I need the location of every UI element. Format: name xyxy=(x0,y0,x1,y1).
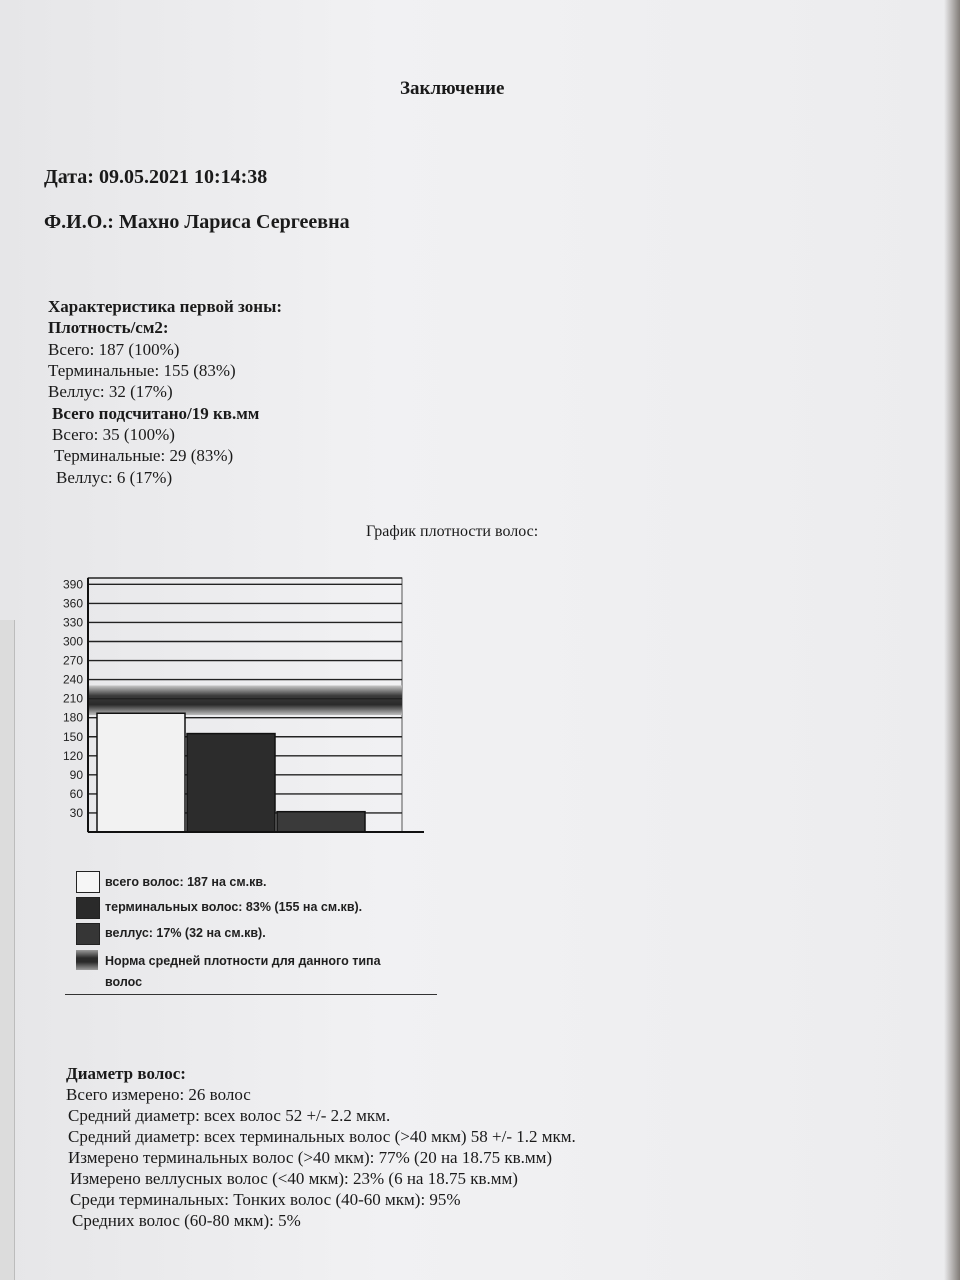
y-tick-label: 60 xyxy=(69,786,83,801)
bar-терминальные xyxy=(187,734,275,832)
density-terminal: Терминальные: 155 (83%) xyxy=(48,361,236,380)
legend-divider xyxy=(65,994,437,995)
diameter-line: Всего измерено: 26 волос xyxy=(66,1085,251,1104)
diameter-line: Средних волос (60-80 мкм): 5% xyxy=(72,1211,301,1230)
counted-vellus: Веллус: 6 (17%) xyxy=(56,468,173,487)
diameter-line: Средний диаметр: всех волос 52 +/- 2.2 мкм. xyxy=(68,1106,391,1125)
legend-swatch-vellus xyxy=(76,923,100,945)
bar-веллус xyxy=(277,812,365,832)
y-tick-label: 300 xyxy=(62,634,83,649)
density-vellus: Веллус: 32 (17%) xyxy=(48,382,173,401)
y-tick-label: 30 xyxy=(69,805,83,820)
y-tick-label: 120 xyxy=(62,748,83,763)
legend-label-terminal: терминальных волос: 83% (155 на см.кв). xyxy=(105,900,363,914)
density-chart xyxy=(0,560,460,850)
counted-heading: Всего подсчитано/19 кв.мм xyxy=(52,404,260,423)
legend-label-total: всего волос: 187 на см.кв. xyxy=(105,875,267,889)
legend-swatch-norm xyxy=(76,950,98,970)
y-tick-label: 330 xyxy=(62,615,83,630)
counted-terminal: Терминальные: 29 (83%) xyxy=(54,446,234,465)
diameter-line: Измерено терминальных волос (>40 мкм): 77% (20 на 18.75 кв.мм) xyxy=(68,1148,553,1167)
counted-total: Всего: 35 (100%) xyxy=(52,425,175,444)
y-tick-label: 240 xyxy=(62,672,83,687)
diameter-heading: Диаметр волос: xyxy=(66,1064,186,1083)
y-tick-label: 210 xyxy=(62,691,83,706)
y-tick-label: 90 xyxy=(69,767,83,782)
density-total: Всего: 187 (100%) xyxy=(48,340,180,359)
diameter-line: Среди терминальных: Тонких волос (40-60 мкм): 95% xyxy=(70,1190,461,1209)
y-tick-label: 270 xyxy=(62,653,83,668)
legend-label-norm: Норма средней плотности для данного типа волос xyxy=(105,954,381,989)
y-tick-label: 150 xyxy=(62,729,83,744)
legend-label-vellus: веллус: 17% (32 на см.кв). xyxy=(105,926,266,940)
page-shadow xyxy=(944,0,960,1280)
diameter-line: Измерено веллусных волос (<40 мкм): 23% (6 на 18.75 кв.мм) xyxy=(70,1169,518,1188)
name-line: Ф.И.О.: Махно Лариса Сергеевна xyxy=(44,211,350,233)
y-tick-label: 390 xyxy=(62,577,83,592)
legend-swatch-terminal xyxy=(76,897,100,919)
y-tick-label: 360 xyxy=(62,596,83,611)
norm-band xyxy=(88,685,402,715)
legend-swatch-total xyxy=(76,871,100,893)
density-heading: Плотность/см2: xyxy=(48,318,169,337)
date-line: Дата: 09.05.2021 10:14:38 xyxy=(44,166,268,188)
diameter-line: Средний диаметр: всех терминальных волос (>40 мкм) 58 +/- 1.2 мкм. xyxy=(68,1127,576,1146)
y-tick-label: 180 xyxy=(62,710,83,725)
chart-heading: График плотности волос: xyxy=(366,523,539,540)
bar-всего xyxy=(97,713,185,832)
document-title: Заключение xyxy=(400,78,505,99)
zone-heading: Характеристика первой зоны: xyxy=(48,297,283,316)
